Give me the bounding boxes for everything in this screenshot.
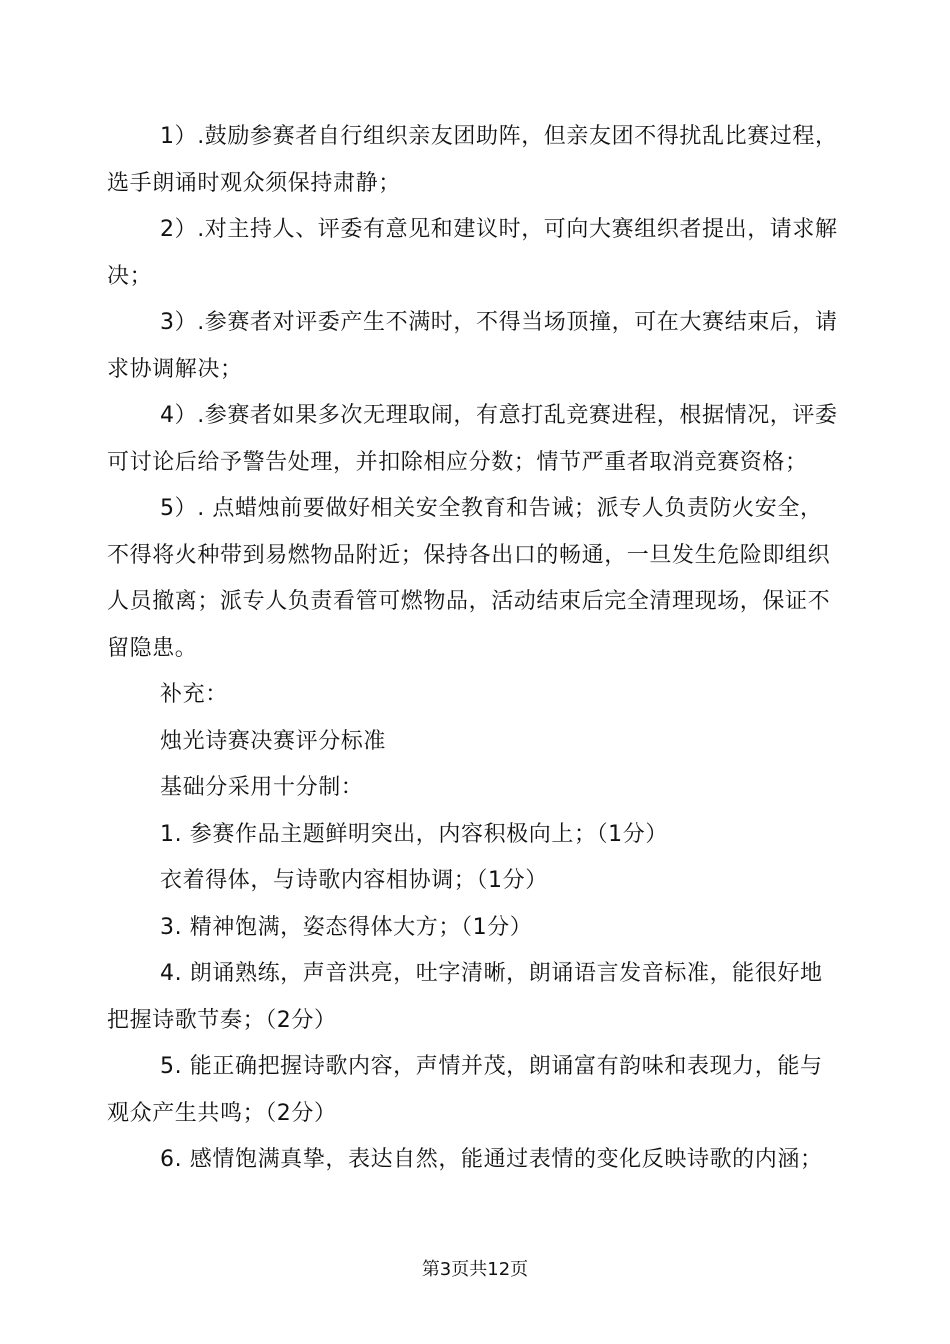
page-number-footer: 第3页共12页 (421, 1259, 529, 1280)
document-body (107, 114, 843, 1184)
criterion-6: 6. 感情饱满真挚，表达自然，能通过表情的变化反映诗歌的内涵； (160, 1147, 823, 1172)
criterion-3: 3. 精神饱满，姿态得体大方；（1分） (160, 914, 533, 940)
rule-paragraph-1: 1）.鼓励参赛者自行组织亲友团助阵，但亲友团不得扰乱比赛过程，选手朗诵时观众须保持肃静； (107, 124, 838, 196)
criterion-2: 衣着得体，与诗歌内容相协调；（1分） (160, 868, 548, 893)
rule-paragraph-2: 2）.对主持人、评委有意见和建议时，可向大赛组织者提出，请求解决； (107, 217, 838, 289)
scoring-basis: 基础分采用十分制： (160, 775, 364, 800)
rule-paragraph-4: 4）.参赛者如果多次无理取闹，有意打乱竞赛进程，根据情况，评委可讨论后给予警告处理，并扣除相应分数；情节严重者取消竞赛资格； (107, 403, 838, 475)
criterion-5: 5. 能正确把握诗歌内容，声情并茂，朗诵富有韵味和表现力，能与观众产生共鸣；（2分） (107, 1054, 823, 1126)
rule-paragraph-3: 3）.参赛者对评委产生不满时，不得当场顶撞，可在大赛结束后，请求协调解决； (107, 310, 838, 382)
criterion-4: 4. 朗诵熟练，声音洪亮，吐字清晰，朗诵语言发音标准，能很好地把握诗歌节奏；（2分） (107, 961, 823, 1033)
supplement-label: 补充： (160, 682, 228, 707)
scoring-title: 烛光诗赛决赛评分标准 (160, 728, 387, 754)
criterion-1: 1. 参赛作品主题鲜明突出，内容积极向上；（1分） (160, 821, 668, 847)
rule-paragraph-5: 5）. 点蜡烛前要做好相关安全教育和告诫；派专人负责防火安全，不得将火种带到易燃物品附近；保持各出口的畅通，一旦发生危险即组织人员撤离；派专人负责看管可燃物品，活动结束后完全清理现场，保证不留隐患。 (107, 496, 831, 661)
